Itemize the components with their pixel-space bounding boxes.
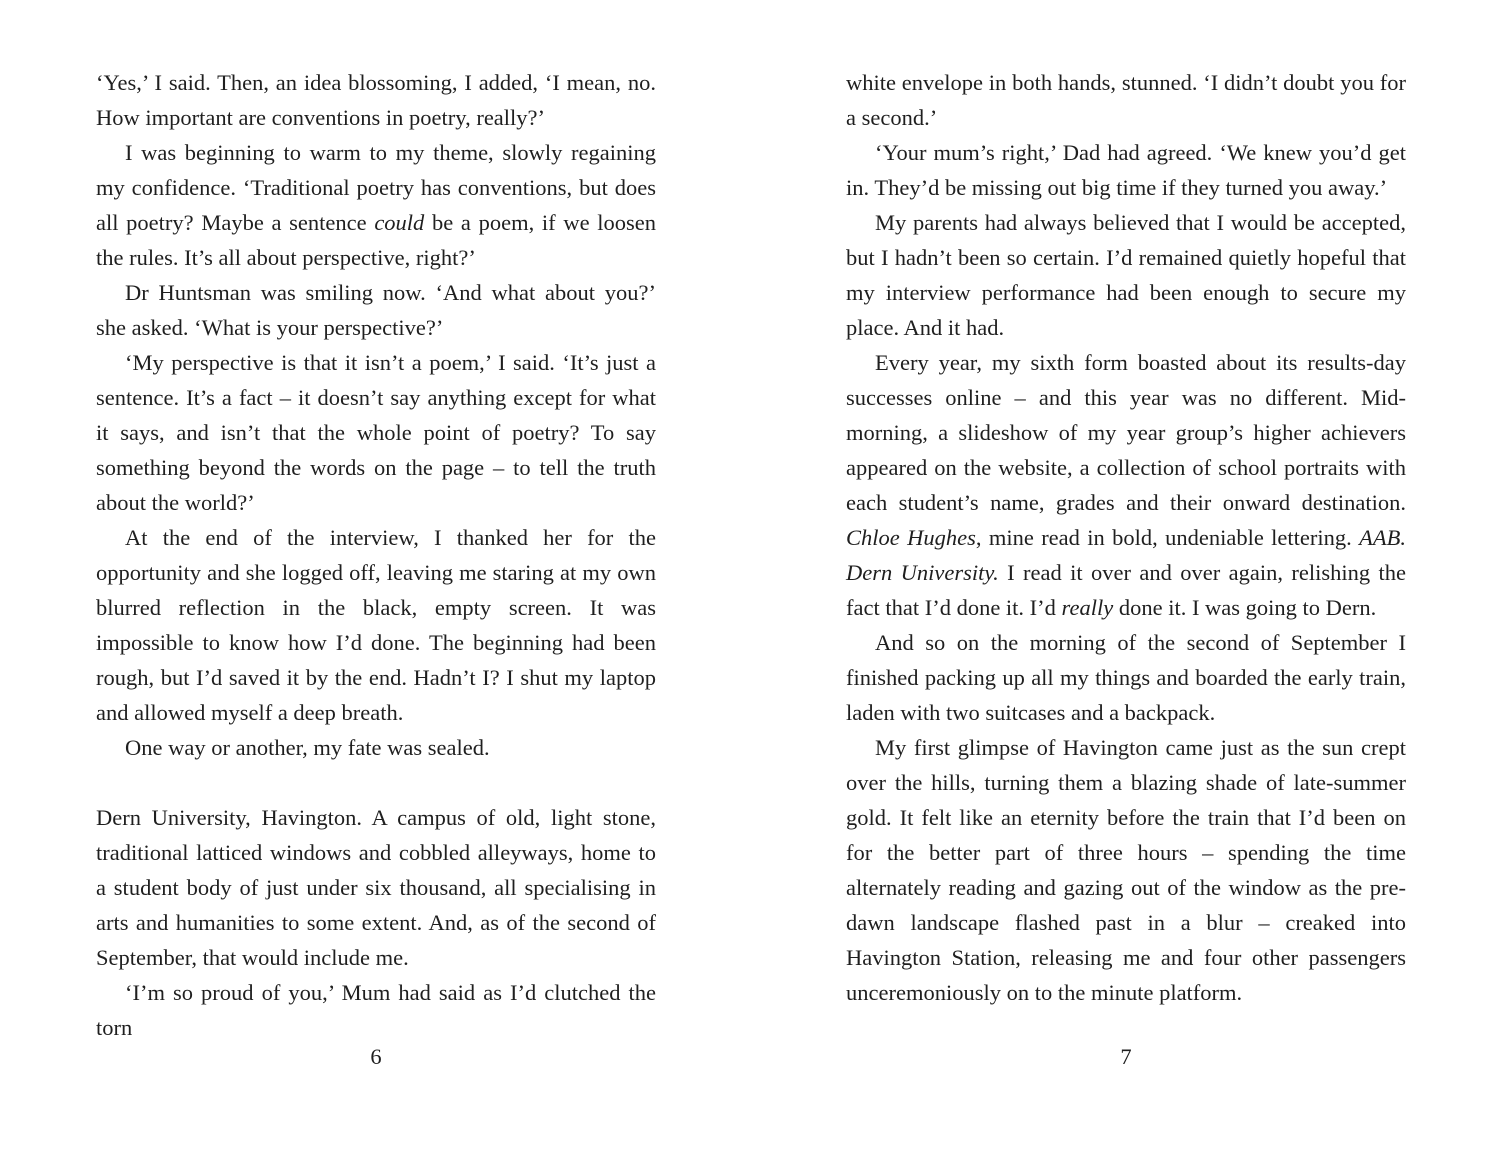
paragraph xyxy=(96,135,656,275)
paragraph: white envelope in both hands, stunned. ‘I didn’t doubt you for a second.’ xyxy=(846,70,1406,130)
text-run: done it. I was going to Dern. xyxy=(1113,595,1377,620)
paragraph: Dr Huntsman was smiling now. ‘And what about you?’ she asked. ‘What is your perspective?’ xyxy=(96,280,656,340)
paragraph xyxy=(846,345,1406,625)
text-run: I read it over and over again, relishing the fact that I’d done it. I’d xyxy=(846,560,1406,620)
paragraph: And so on the morning of the second of September I finished packing up all my things and boarded the early train, laden with two suitcases and a backpack. xyxy=(846,630,1406,725)
text-run: , mine read in bold, undeniable lettering. xyxy=(975,525,1360,550)
italic-text: AAB. Dern University. xyxy=(846,525,1406,585)
text-run: Every year, my sixth form boasted about its results-day successes online – and this year was no different. Mid-morning, a slideshow of my year group’s higher achievers appeared on the website, a collection of school portraits with each student’s name, grades and their onward destination. xyxy=(846,350,1406,515)
paragraph: ‘Your mum’s right,’ Dad had agreed. ‘We knew you’d get in. They’d be missing out big time if they turned you away.’ xyxy=(846,140,1406,200)
paragraph: My first glimpse of Havington came just as the sun crept over the hills, turning them a blazing shade of late-summer gold. It felt like an eternity before the train that I’d been on for the better part of three hours – spending the time alternately reading and gazing out of the window as the pre-dawn landscape flashed past in a blur – creaked into Havington Station, releasing me and four other passengers unceremoniously on to the minute platform. xyxy=(846,735,1406,1005)
paragraph: ‘Yes,’ I said. Then, an idea blossoming, I added, ‘I mean, no. How important are conventions in poetry, really?’ xyxy=(96,70,656,130)
page-number-left: 6 xyxy=(370,1044,382,1069)
left-page-text xyxy=(96,65,656,1045)
right-page xyxy=(846,65,1406,1065)
paragraph: ‘I’m so proud of you,’ Mum had said as I’d clutched the torn xyxy=(96,980,656,1040)
italic-text: Chloe Hughes xyxy=(846,525,976,550)
text-run: I was beginning to warm to my theme, slowly regaining my confidence. ‘Traditional poetry has conventions, but does all poetry? Maybe a sentence xyxy=(96,140,656,235)
text-run: be a poem, if we loosen the rules. It’s all about perspective, right?’ xyxy=(96,210,656,270)
paragraph: At the end of the interview, I thanked her for the opportunity and she logged off, leaving me staring at my own blurred reflection in the black, empty screen. It was impossible to know how I’d done. The beginning had been rough, but I’d saved it by the end. Hadn’t I? I shut my laptop and allowed myself a deep breath. xyxy=(96,525,656,725)
paragraph: ‘My perspective is that it isn’t a poem,’ I said. ‘It’s just a sentence. It’s a fact – it doesn’t say anything except for what it says, and isn’t that the whole point of poetry? To say something beyond the words on the page – to tell the truth about the world?’ xyxy=(96,350,656,515)
right-page-text xyxy=(846,65,1406,1010)
left-page xyxy=(96,65,656,1065)
italic-text: really xyxy=(1061,595,1114,620)
paragraph: One way or another, my fate was sealed. xyxy=(125,735,490,760)
paragraph: My parents had always believed that I would be accepted, but I hadn’t been so certain. I’d remained quietly hopeful that my interview performance had been enough to secure my place. And it had. xyxy=(846,210,1406,340)
section-start-paragraph: Dern University, Havington. A campus of old, light stone, traditional latticed windows and cobbled alleyways, home to a student body of just under six thousand, all specialising in arts and humanities to some extent. And, as of the second of September, that would include me. xyxy=(96,805,656,970)
page-number-right: 7 xyxy=(1120,1044,1132,1069)
italic-text: could xyxy=(374,210,425,235)
